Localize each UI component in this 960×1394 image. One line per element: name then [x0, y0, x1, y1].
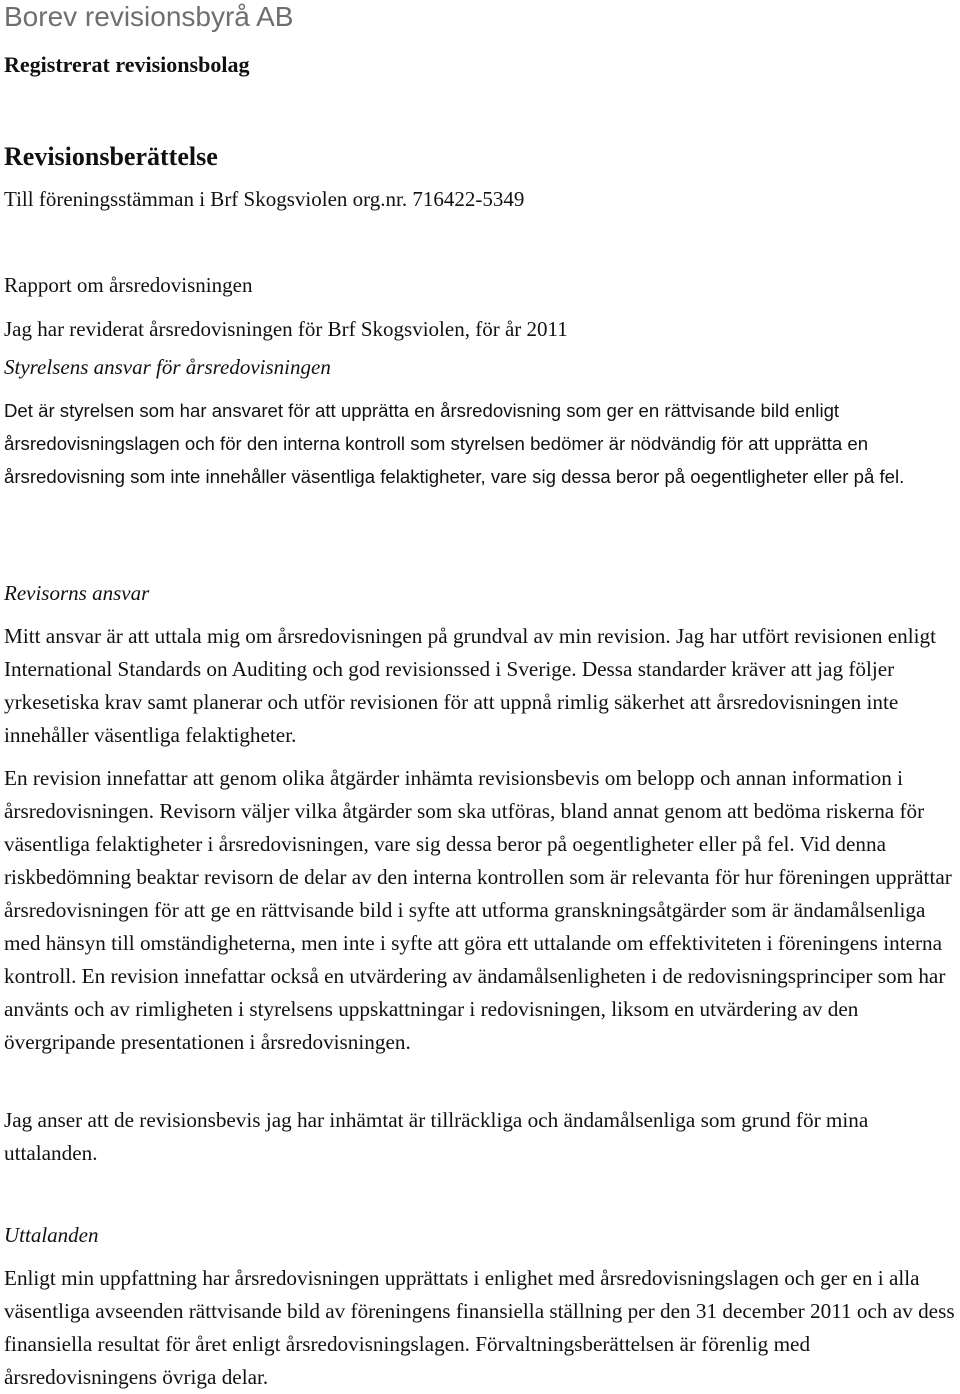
intro-line: Jag har reviderat årsredovisningen för Brf Skogsviolen, för år 2011	[4, 317, 568, 341]
report-title: Revisionsberättelse	[4, 142, 218, 171]
statements-text: Enligt min uppfattning har årsredovisningen upprättats i enlighet med årsredovisningslagen och ger en i alla väsentliga avseenden rättvisande bild av föreningens finansiella ställning per den 31 december 2011 och av dess finansiella resultat för året enligt årsredovisningslagen. Förvaltningsberättelsen är förenlig med årsredovisningens övriga delar.	[4, 1266, 955, 1389]
auditor-paragraph: En revision innefattar att genom olika åtgärder inhämta revisionsbevis om belopp och annan information i årsredovisningen. Revisorn väljer vilka åtgärder som ska utföras, bland annat genom att bedöma riskerna för väsentliga felaktigheter i årsredovisningen, vare sig dessa beror på oegentligheter eller på fel. Vid denna riskbedömning beaktar revisorn de delar av den interna kontrollen som är relevanta för hur föreningen upprättar årsredovisningen för att ge en rättvisande bild i syfte att utforma granskningsåtgärder som är ändamålsenliga med hänsyn till omständigheterna, men inte i syfte att göra ett uttalande om effektiviteten i föreningens interna kontroll. En revision innefattar också en utvärdering av ändamålsenligheten i de redovisningsprinciper som har använts och av rimligheten i styrelsens uppskattningar i redovisningen, liksom en utvärdering av den övergripande presentationen i årsredovisningen.	[4, 766, 952, 1054]
addressee-line: Till föreningsstämman i Brf Skogsviolen org.nr. 716422-5349	[4, 187, 525, 211]
statements-heading: Uttalanden	[4, 1223, 99, 1247]
auditor-paragraph: Jag anser att de revisionsbevis jag har inhämtat är tillräckliga och ändamålsenliga som grund för mina uttalanden.	[4, 1108, 869, 1165]
firm-subtitle: Registrerat revisionsbolag	[4, 52, 250, 77]
section-heading: Rapport om årsredovisningen	[4, 273, 253, 297]
auditor-responsibility-heading: Revisorns ansvar	[4, 581, 150, 605]
auditor-paragraph: Mitt ansvar är att uttala mig om årsredovisningen på grundval av min revision. Jag har utfört revisionen enligt International Standards on Auditing och god revisionssed i Sverige. Dessa standarder kräver att jag följer yrkesetiska krav samt planerar och utför revisionen för att uppnå rimlig säkerhet att årsredovisningen inte innehåller väsentliga felaktigheter.	[4, 624, 937, 747]
firm-name: Borev revisionsbyrå AB	[4, 1, 294, 32]
board-responsibility-heading: Styrelsens ansvar för årsredovisningen	[4, 355, 331, 379]
board-responsibility-text: Det är styrelsen som har ansvaret för att upprätta en årsredovisning som ger en rättvisande bild enligt årsredovisningslagen och för den interna kontroll som styrelsen bedömer är nödvändig för att upprätta en årsredovisning som inte innehåller väsentliga felaktigheter, vare sig dessa beror på oegentligheter eller på fel.	[4, 400, 905, 487]
